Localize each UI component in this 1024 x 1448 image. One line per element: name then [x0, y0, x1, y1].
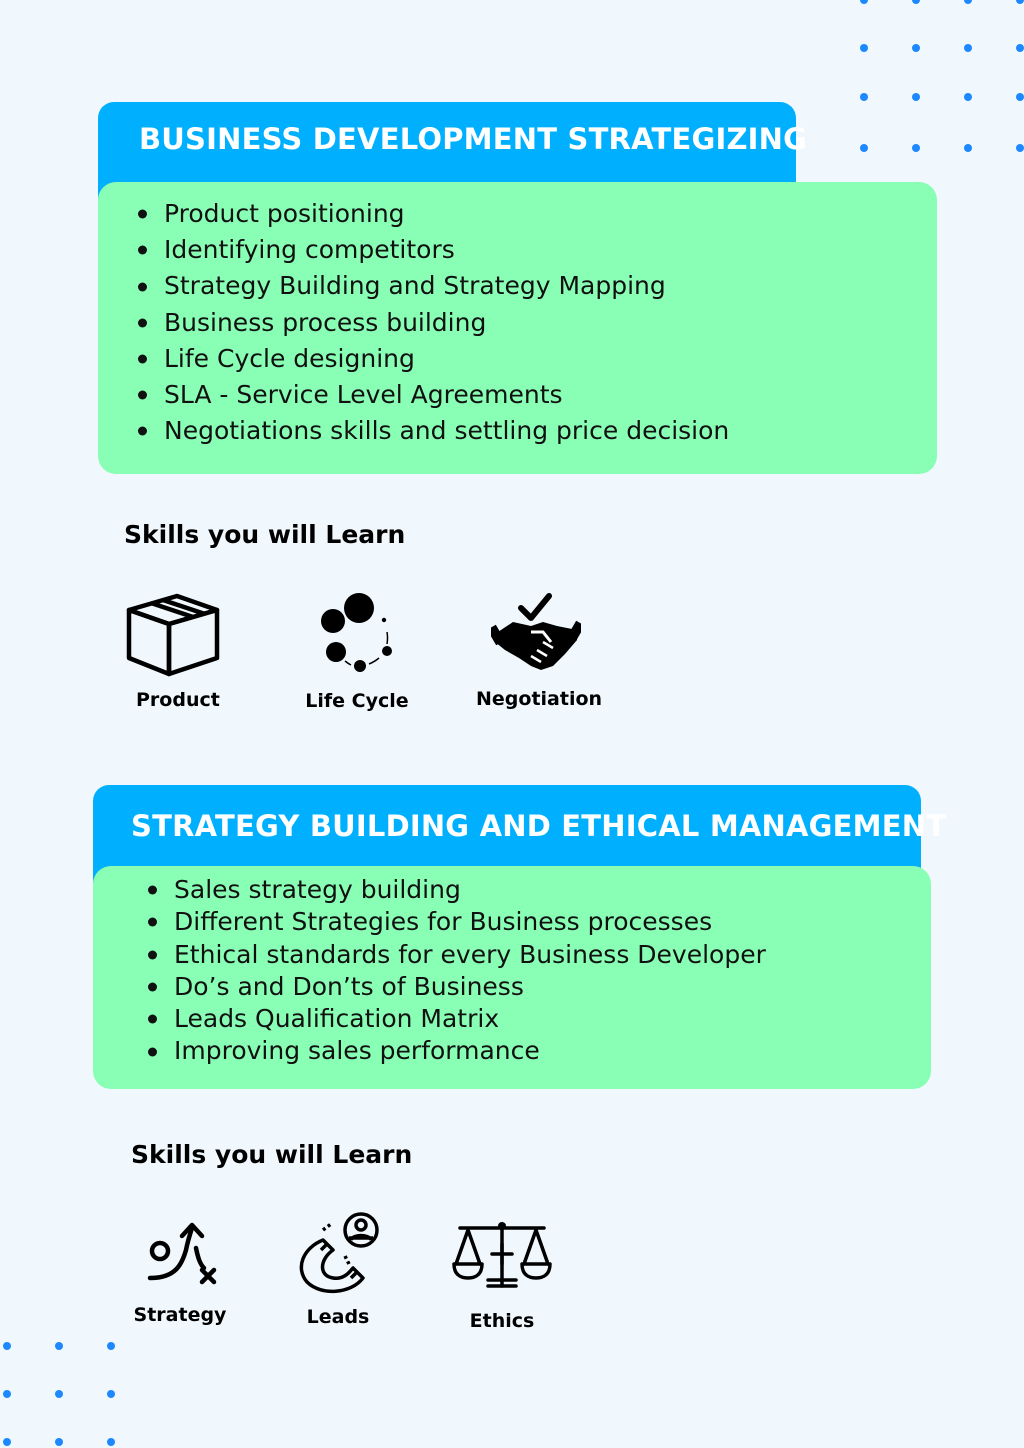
scales-icon — [452, 1220, 552, 1292]
list-item: Business process building — [136, 305, 937, 341]
list-item: Improving sales performance — [146, 1035, 931, 1067]
list-item: Leads Qualification Matrix — [146, 1003, 931, 1035]
list-item: SLA - Service Level Agreements — [136, 377, 937, 413]
section1-title: BUSINESS DEVELOPMENT STRATEGIZING — [139, 122, 808, 156]
section2-topics-box — [93, 866, 931, 1089]
skill-product — [118, 590, 228, 711]
list-item: Different Strategies for Business processes — [146, 906, 931, 938]
list-item: Do’s and Don’ts of Business — [146, 971, 931, 1003]
skill-negotiation — [476, 590, 603, 710]
section2-skills-title: Skills you will Learn — [131, 1140, 413, 1169]
skill-label: Leads — [306, 1306, 370, 1328]
list-item: Life Cycle designing — [136, 341, 937, 377]
box-icon — [125, 590, 221, 680]
strategy-path-icon — [142, 1220, 218, 1290]
section1-skills-title: Skills you will Learn — [124, 520, 406, 549]
magnet-lead-icon — [293, 1212, 379, 1296]
section2-topic-list — [146, 874, 931, 1068]
handshake-check-icon — [491, 590, 581, 674]
list-item: Negotiations skills and settling price decision — [136, 413, 937, 449]
skill-strategy — [130, 1220, 230, 1326]
skill-life-cycle — [302, 588, 412, 712]
section1-topic-list — [136, 196, 937, 449]
skill-leads — [290, 1212, 382, 1328]
list-item: Product positioning — [136, 196, 937, 232]
section2-title: STRATEGY BUILDING AND ETHICAL MANAGEMENT — [131, 809, 947, 843]
skill-label: Product — [136, 689, 220, 711]
list-item: Ethical standards for every Business Developer — [146, 939, 931, 971]
list-item: Strategy Building and Strategy Mapping — [136, 268, 937, 304]
skill-label: Life Cycle — [305, 690, 409, 712]
list-item: Identifying competitors — [136, 232, 937, 268]
skill-ethics — [450, 1220, 554, 1332]
skill-label: Strategy — [133, 1304, 227, 1326]
life-cycle-icon — [317, 588, 397, 678]
list-item: Sales strategy building — [146, 874, 931, 906]
skill-label: Negotiation — [476, 688, 603, 710]
section1-topics-box — [98, 182, 937, 474]
skill-label: Ethics — [469, 1310, 535, 1332]
